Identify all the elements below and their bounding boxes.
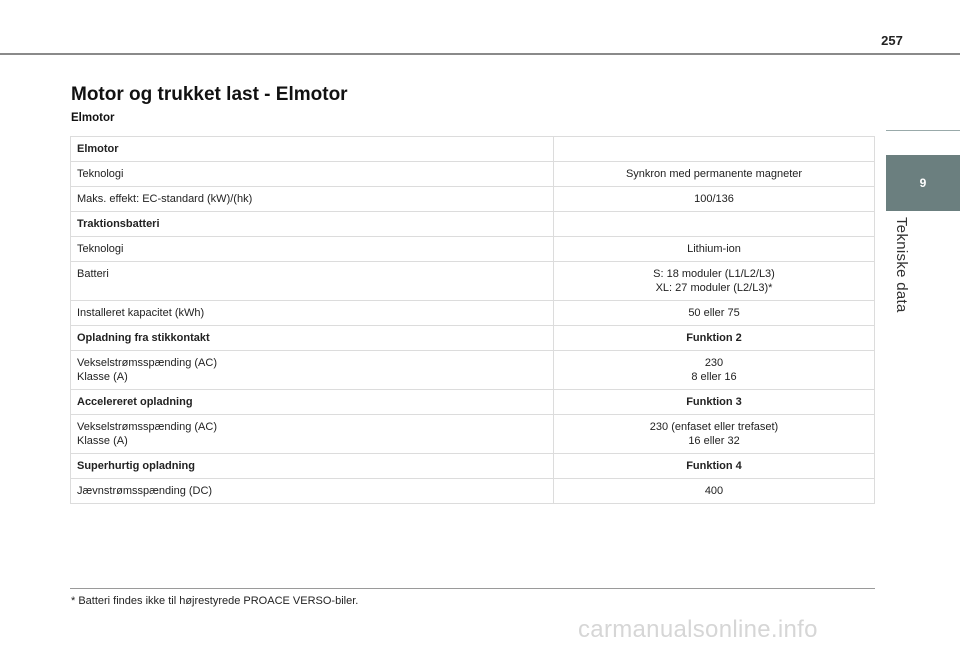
spec-value: Funktion 3: [686, 396, 742, 408]
spec-label: Teknologi: [77, 243, 124, 255]
table-row: [71, 162, 875, 187]
spec-label-cell: [71, 390, 554, 415]
spec-label-cell: [71, 212, 554, 237]
spec-label: Installeret kapacitet (kWh): [77, 307, 205, 319]
table-row: [71, 262, 875, 301]
chapter-tab[interactable]: [886, 155, 960, 211]
spec-label: Batteri: [77, 268, 109, 280]
spec-value: 16 eller 32: [688, 435, 740, 447]
spec-value-cell: [554, 237, 875, 262]
sidebar-rule: [886, 130, 960, 131]
spec-value: [560, 217, 868, 231]
spec-value: Funktion 2: [686, 332, 742, 344]
spec-label-cell: [71, 326, 554, 351]
spec-label: Jævnstrømsspænding (DC): [77, 485, 213, 497]
spec-value: [560, 142, 868, 156]
table-section-header: [71, 390, 875, 415]
spec-label-cell: [71, 262, 554, 301]
spec-label-cell: [71, 187, 554, 212]
spec-label-cell: [71, 415, 554, 454]
chapter-title: Tekniske data: [893, 217, 910, 313]
spec-value: 8 eller 16: [691, 371, 737, 383]
spec-label: Vekselstrømsspænding (AC): [77, 421, 217, 433]
table-row: [71, 301, 875, 326]
table-row: [71, 479, 875, 504]
page-number: 257: [881, 33, 903, 48]
spec-value-cell: [554, 479, 875, 504]
spec-value: Funktion 4: [686, 460, 742, 472]
spec-label-cell: [71, 237, 554, 262]
table-section-header: [71, 212, 875, 237]
spec-label: Accelereret opladning: [77, 396, 193, 408]
spec-value-cell: [554, 351, 875, 390]
footnote-rule: [70, 588, 875, 589]
spec-label-cell: [71, 351, 554, 390]
spec-label: Teknologi: [77, 168, 124, 180]
spec-label-cell: [71, 454, 554, 479]
spec-value-cell: [554, 137, 875, 162]
spec-value: Lithium-ion: [687, 243, 741, 255]
spec-label: Klasse (A): [77, 435, 128, 447]
spec-label: Superhurtig opladning: [77, 460, 195, 472]
spec-label-cell: [71, 162, 554, 187]
spec-value: XL: 27 moduler (L2/L3)*: [655, 282, 773, 294]
spec-value-cell: [554, 415, 875, 454]
spec-value: 50 eller 75: [688, 307, 740, 319]
spec-label: Vekselstrømsspænding (AC): [77, 357, 217, 369]
spec-label: Traktionsbatteri: [77, 218, 160, 230]
table-row: [71, 237, 875, 262]
spec-label: Klasse (A): [77, 371, 128, 383]
table-row: [71, 187, 875, 212]
spec-value: 230: [704, 357, 724, 369]
spec-value: Synkron med permanente magneter: [625, 168, 803, 180]
page-title: Motor og trukket last - Elmotor: [71, 84, 348, 105]
spec-label: Maks. effekt: EC-standard (kW)/(hk): [77, 193, 253, 205]
spec-value-cell: [554, 212, 875, 237]
table-section-header: [71, 326, 875, 351]
table-row: [71, 415, 875, 454]
chapter-number: 9: [919, 176, 927, 190]
table-row: [71, 351, 875, 390]
spec-value: 230 (enfaset eller trefaset): [649, 421, 779, 433]
spec-value: 400: [704, 485, 724, 497]
spec-value-cell: [554, 301, 875, 326]
watermark: carmanualsonline.info: [578, 616, 818, 643]
table-section-header: [71, 454, 875, 479]
spec-value-cell: [554, 262, 875, 301]
spec-value-cell: [554, 187, 875, 212]
spec-value-cell: [554, 390, 875, 415]
spec-value: 100/136: [694, 193, 734, 205]
spec-label: Opladning fra stikkontakt: [77, 332, 210, 344]
spec-value: S: 18 moduler (L1/L2/L3): [653, 268, 775, 280]
spec-value-cell: [554, 326, 875, 351]
spec-table: [70, 136, 875, 504]
spec-label-cell: [71, 479, 554, 504]
spec-label-cell: [71, 137, 554, 162]
spec-value-cell: [554, 162, 875, 187]
spec-label: Elmotor: [77, 143, 119, 155]
spec-label-cell: [71, 301, 554, 326]
table-section-header: [71, 137, 875, 162]
section-label: Elmotor: [71, 112, 115, 124]
footnote: * Batteri findes ikke til højrestyrede PROACE VERSO-biler.: [71, 595, 359, 607]
spec-value-cell: [554, 454, 875, 479]
header-rule: [0, 53, 960, 55]
